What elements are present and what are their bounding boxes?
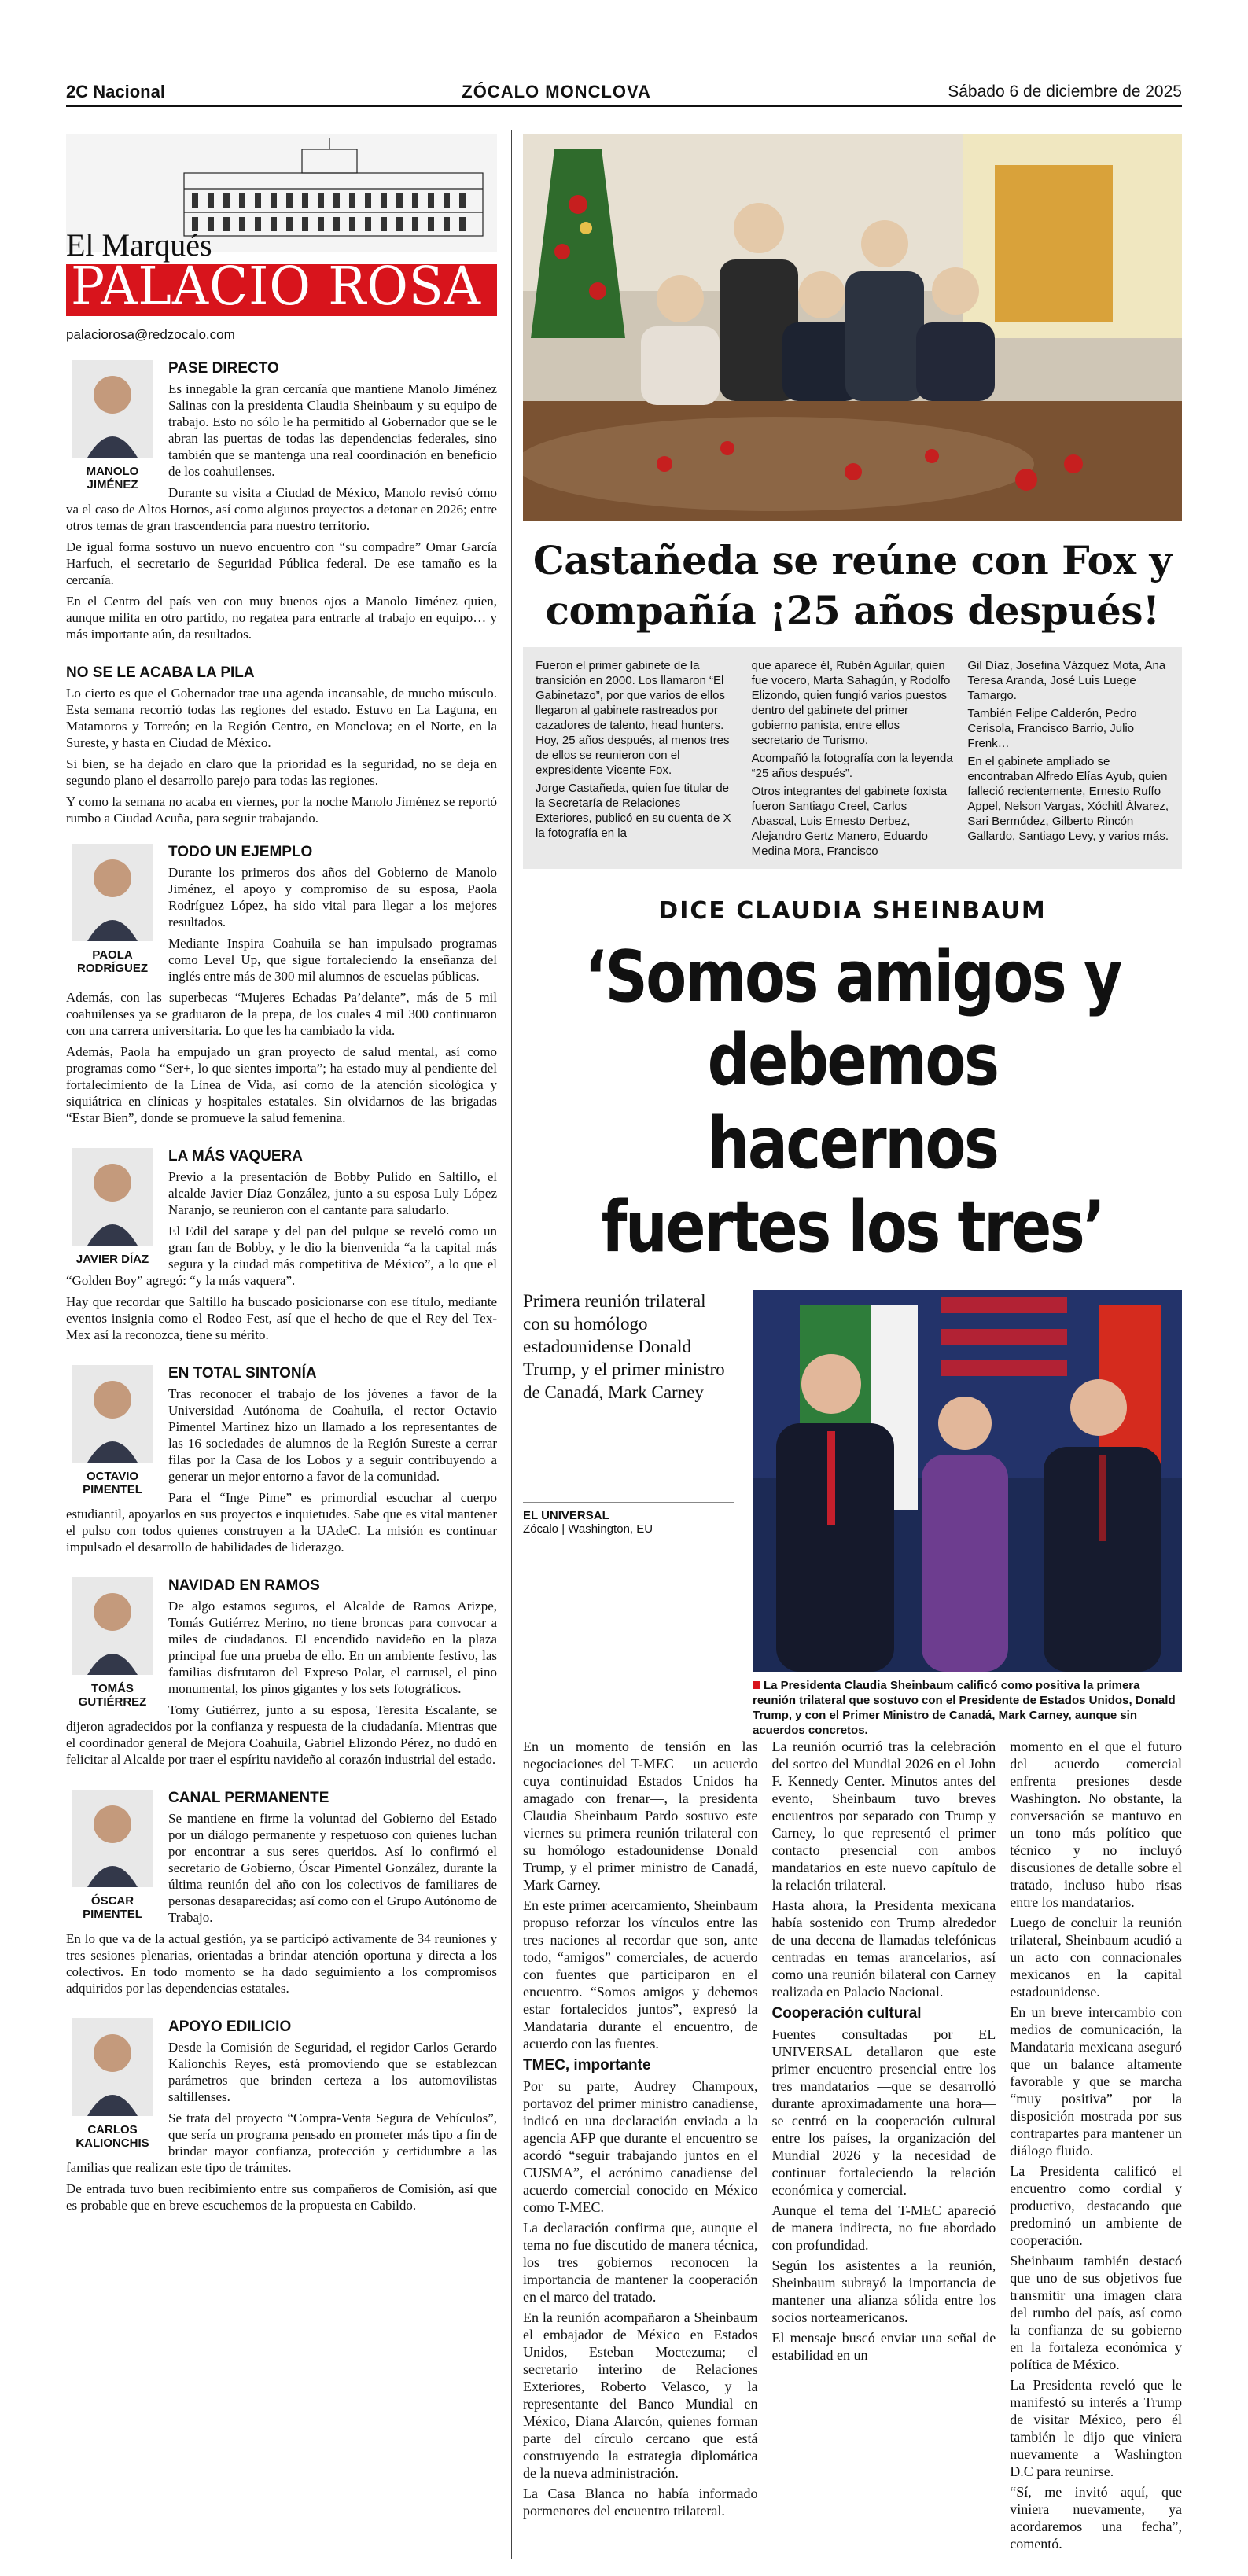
body-paragraph: En un momento de tensión en las negociaciones del T-MEC —un acuerdo cuya continuidad Estados Unidos ha amagado con frenar—, la presidenta Claudia Sheinbaum Pardo sostuvo este viernes su primera reunión trilateral con su homólogo estadounidense Donald Trump, y el primer ministro de Canadá, Mark Carney. (523, 1739, 758, 1893)
fox-paragraph: En el gabinete ampliado se encontraban Alfredo Elías Ayub, quien falleció recientemente, Ernesto Ruffo Appel, Nelson Vargas, Xóchitl Álvarez, Sari Bermúdez, Gilberto Rincón Gallardo, Santiago Levy, y varios más. (967, 755, 1169, 843)
body-paragraph: La Presidenta calificó el encuentro como cordial y productivo, destacando que predominó un ambiente de cooperación. (1010, 2163, 1182, 2248)
fox-paragraph: Acompañó la fotografía con la leyenda “25 años después”. (751, 752, 953, 780)
body-paragraph: momento en el que el futuro del acuerdo comercial enfrenta presiones desde Washington. No obstante, la conversación se mantuvo en un tono más político que técnico y no incluyó discusiones de detalle sobre el tratado, incluso hubo risas entre los mandatarios. (1010, 1739, 1182, 1910)
story-deck: Primera reunión trilateral con su homólogo estadounidense Donald Trump, y el primer ministro de Canadá, Mark Carney (523, 1291, 725, 1402)
byline-place: Zócalo | Washington, EU (523, 1522, 653, 1536)
column-section (66, 1790, 497, 2001)
section-paragraph: Se mantiene en firme la voluntad del Gobierno del Estado por un diálogo permanente y respetuoso con quienes luchan por encontrar a sus seres queridos. Así lo confirmó el secretario de Gobierno, Óscar Pimentel González, durante la última reunión del año con los colectivos de familiares de personas desaparecidas; así como con el Grupo Autónomo de Trabajo. (168, 1811, 497, 1925)
body-paragraph: En este primer acercamiento, Sheinbaum propuso reforzar los vínculos entre las tres naciones al recordar que son, ante todo, “amigos” comerciales, de acuerdo con fuentes que participaron en el encuentro. “Somos amigos y debemos estar fortalecidos juntos”, expresó la Mandataria durante el encuentro, de acuerdo con las fuentes. (523, 1897, 758, 2052)
fox-column-3 (967, 658, 1169, 858)
main-story-top (523, 1290, 1182, 1737)
section-title: NAVIDAD EN RAMOS (168, 1577, 320, 1594)
person-photo-block (66, 360, 159, 491)
story-byline (523, 1502, 734, 1536)
body-paragraph: En un breve intercambio con medios de comunicación, la Mandataria mexicana aseguró que un balance altamente favorable y que se marcha “muy positiva” por la disposición mostrada por sus contrapartes para mantener un diálogo fluido. (1010, 2004, 1182, 2158)
palacio-rosa-column (66, 134, 497, 2556)
body-paragraph: Por su parte, Audrey Champoux, portavoz del primer ministro canadiense, indicó en una declaración enviada a la agencia AFP que durante el encuentro se acordó “seguir trabajando juntos en el CUSMA”, el acrónimo canadiense del acuerdo comercial conocido en México como T-MEC. (523, 2078, 758, 2215)
person-photo (72, 844, 153, 941)
column-section (66, 360, 497, 647)
section-paragraph: Durante los primeros dos años del Gobierno de Manolo Jiménez, el apoyo y compromiso de su esposa, Paola Rodríguez López, ha sido vital para llegar a los mejores resultados. (168, 865, 497, 929)
body-paragraph: En la reunión acompañaron a Sheinbaum el embajador de México en Estados Unidos, Esteban Moctezuma; el secretario interino de Relaciones Exteriores, Roberto Velasco, y la representante del Banco Mundial en México, Diana Alarcón, quienes forman parte del círculo cercano que está construyendo la estrategia diplomática de la nueva administración. (523, 2309, 758, 2481)
caption-marker (753, 1681, 760, 1689)
section-paragraph: Se trata del proyecto “Compra-Venta Segura de Vehículos”, que sería un programa pensado en prometer más tipo a fin de brindar mayor confianza, protección y certidumbre a las familias que realizan este tipo de trámites. (66, 2110, 497, 2175)
fox-paragraph: que aparece él, Rubén Aguilar, quien fue vocero, Marta Sahagún, y Rodolfo Elizondo, quien fungió varios puestos dentro del gabinete del primer gobierno panista, entre ellos secretario de Turismo. (751, 659, 951, 747)
body-paragraph: La Casa Blanca no había informado pormenores del encuentro trilateral. (523, 2486, 758, 2519)
main-kicker: DICE CLAUDIA SHEINBAUM (658, 897, 1047, 925)
body-subhead: TMEC, importante (523, 2057, 651, 2074)
person-photo-block (66, 844, 159, 975)
section-title: EN TOTAL SINTONÍA (168, 1365, 317, 1382)
section-title: LA MÁS VAQUERA (168, 1148, 303, 1165)
issue-date: Sábado 6 de diciembre de 2025 (948, 83, 1182, 101)
section-paragraph: Y como la semana no acaba en viernes, por la noche Manolo Jiménez se reportó rumbo a Ciudad Acuña, para seguir trabajando. (66, 794, 497, 826)
section-paragraph: Lo cierto es que el Gobernador trae una agenda incansable, de mucho músculo. Esta semana recorrió todas las regiones del estado. Estuvo en La Laguna, en Matamoros y Torreón; en la Región Centro, en Monclova; en el Norte, en la Sureste, y hasta en Ciudad de México. (66, 686, 497, 750)
headline-line: fuertes los tres’ (601, 1186, 1104, 1268)
section-title: PASE DIRECTO (168, 360, 279, 377)
newspaper-name: ZÓCALO MONCLOVA (462, 82, 651, 101)
person-name: TOMÁS GUTIÉRREZ (78, 1682, 147, 1709)
section-paragraph: De igual forma sostuvo un nuevo encuentro con “su compadre” Omar García Harfuch, el secretario de Seguridad Pública federal. De ese tamaño es la cercanía. (66, 539, 497, 587)
person-photo-block (66, 1365, 159, 1496)
section-paragraph: De algo estamos seguros, el Alcalde de Ramos Arizpe, Tomás Gutiérrez Merino, no tiene broncas para convocar a miles de ciudadanos. El encendido navideño en la plaza principal fue una prueba de ello. En un ambiente festivo, las familias disfrutaron del Expreso Polar, el carrusel, el pino monumental, los pinos gigantes y los sets fotográficos. (168, 1599, 497, 1696)
fox-story-body (523, 647, 1182, 869)
fox-paragraph: Jorge Castañeda, quien fue titular de la Secretaría de Relaciones Exteriores, publicó en su cuenta de X la fotografía en la (536, 782, 731, 840)
section-paragraph: Para el “Inge Pime” es primordial escuchar al cuerpo estudiantil, apoyarlos en sus proyectos e inquietudes. Sabe que es vital mantener el pulso con todos quienes construyen a la UAdeC. La misión es continuar impulsado el desarrollo de habilidades de liderazgo. (66, 1490, 497, 1555)
section-paragraph: Hay que recordar que Saltillo ha buscado posicionarse con ese título, mediante eventos insignia como el Rodeo Fest, así que el hecho de que el Rey del Tex-Mex así la reconozca, tiene su mérito. (66, 1294, 497, 1342)
fox-paragraph: Fueron el primer gabinete de la transición en 2000. Los llamaron “El Gabinetazo”, por que varios de ellos llegaron al gabinete rastreados por cazadores de talento, head hunters. Hoy, 25 años después, al menos tres de ellos se reunieron con el expresidente Vicente Fox. (536, 659, 730, 777)
person-name: JAVIER DÍAZ (75, 1253, 149, 1266)
section-paragraph: El Edil del sarape y del pan del pulque se reveló como un gran fan de Bobby, y le dio la bienvenida “a la capital más segura y la ciudad más competitiva de México”, a lo que el “Golden Boy” agregó: “y la más vaquera”. (66, 1224, 497, 1288)
person-name: OCTAVIO PIMENTEL (83, 1470, 142, 1496)
body-subhead: Cooperación cultural (771, 2005, 922, 2022)
column-section (66, 664, 497, 826)
body-paragraph: “Sí, me invitó aquí, que viniera nuevamente, ya acordaremos una fecha”, comentó. (1010, 2484, 1182, 2552)
fox-headline: Castañeda se reúne con Fox y compañía ¡25 años después! (532, 537, 1173, 634)
person-photo-block (66, 1148, 159, 1266)
column-email: palaciorosa@redzocalo.com (66, 327, 235, 342)
body-paragraph: Hasta ahora, la Presidenta mexicana había sostenido con Trump alrededor de una decena de llamadas telefónicas centradas en temas arancelarios, así como una reunión bilateral con Carney realizada en Palacio Nacional. (771, 1897, 996, 2000)
person-photo (72, 360, 153, 458)
section-paragraph: Durante su visita a Ciudad de México, Manolo revisó cómo va el caso de Altos Hornos, así como algunos proyectos a detonar en 2026; entre otros temas de gran trascendencia para nuestro territorio. (66, 485, 497, 533)
fox-cabinet-photo (523, 134, 1182, 521)
body-column-2 (772, 1738, 996, 2556)
main-headline (576, 936, 1129, 1269)
fox-column-2 (752, 658, 954, 858)
column-section (66, 1148, 497, 1348)
person-photo (72, 1365, 153, 1463)
trilateral-photo (753, 1290, 1182, 1672)
person-photo (72, 1577, 153, 1675)
photo-caption (753, 1678, 1182, 1738)
fox-paragraph: También Felipe Calderón, Pedro Cerisola, Francisco Barrio, Julio Frenk… (967, 707, 1137, 750)
column-logo (66, 134, 497, 322)
column-divider (511, 130, 512, 2559)
column-section (66, 1365, 497, 1560)
column-sections (66, 360, 497, 2218)
section-paragraph: Tras reconocer el trabajo de los jóvenes a favor de la Universidad Autónoma de Coahuila, el rector Octavio Pimentel Martínez hizo un llamado a los representantes de las 16 sociedades de alumnos de la Región Sureste a cerrar filas por la Casa de los Lobos y a seguir contribuyendo a generar un mejor entorno a favor de la comunidad. (168, 1386, 497, 1484)
body-column-3 (1010, 1738, 1182, 2556)
right-column (523, 134, 1182, 1737)
person-name: MANOLO JIMÉNEZ (86, 465, 139, 491)
section-title: APOYO EDILICIO (168, 2018, 292, 2035)
section-paragraph: Además, Paola ha empujado un gran proyecto de salud mental, así como programas como “Ser+, lo que sientes importa”; ha estado muy al pendiente del fortalecimiento de la Línea de Vida, así como de la atención sicológica y siquiátrica en clínicas y hospitales estatales. Sin olvidarnos de las brigadas “Estar Bien”, donde se promueve la salud femenina. (66, 1044, 497, 1125)
body-column-1 (523, 1738, 758, 2556)
body-paragraph: Luego de concluir la reunión trilateral, Sheinbaum acudió a un acto con connacionales mexicanos en la capital estadounidense. (1010, 1915, 1182, 2000)
headline-line: debemos hacernos (707, 1019, 998, 1185)
masthead (66, 79, 1182, 107)
body-paragraph: Sheinbaum también destacó que uno de sus objetivos fue transmitir una imagen clara del rumbo del país, así como la confianza de su gobierno en la fortaleza económica y política de México. (1010, 2253, 1182, 2372)
section-paragraph: Tomy Gutiérrez, junto a su esposa, Teresita Escalante, se dijeron agradecidos por la confianza y respuesta de la ciudadanía. Mientras que el coordinador general de Mejora Coahuila, Gabriel Elizondo Pérez, no dudó en felicitar al Alcalde por traer el espíritu navideño al corazón industrial del estado. (66, 1702, 497, 1767)
person-name: CARLOS KALIONCHIS (75, 2123, 149, 2150)
column-brand: PALACIO ROSA (71, 256, 481, 318)
fox-column-1 (536, 658, 738, 858)
body-paragraph: Fuentes consultadas por EL UNIVERSAL detallaron que este primer encuentro presencial entre los tres mandatarios —que se desarrolló durante aproximadamente una hora— se centró en la cooperación cultural entre los países, la organización del Mundial 2026 y la necesidad de continuar fortaleciendo la relación económica y comercial. (771, 2026, 996, 2198)
body-paragraph: La declaración confirma que, aunque el tema no fue discutido de manera técnica, los tres gobiernos reconocen la importancia de mantener la cooperación en el marco del tratado. (523, 2220, 758, 2305)
person-photo-block (66, 1577, 159, 1709)
column-section (66, 2018, 497, 2218)
body-paragraph: La reunión ocurrió tras la celebración del sorteo del Mundial 2026 en el John F. Kennedy Center. Minutos antes del evento, Sheinbaum tuvo breves encuentros por separado con Trump y Carney, lo que representó el primer contacto presencial con ambos mandatarios en este nuevo capítulo de la relación trilateral. (771, 1739, 996, 1893)
section-paragraph: Mediante Inspira Coahuila se han impulsado programas como Level Up, que sigue fortaleciendo la enseñanza del inglés entre más de 300 mil alumnos de escuelas públicas. (168, 936, 497, 984)
body-paragraph: La Presidenta reveló que le manifestó su interés a Trump de visitar México, pero él también le dijo que viniera nuevamente a Washington D.C para reunirse. (1010, 2377, 1182, 2479)
column-section (66, 1577, 497, 1772)
person-name: ÓSCAR PIMENTEL (83, 1894, 142, 1921)
person-photo (72, 2018, 153, 2116)
column-section (66, 844, 497, 1131)
body-paragraph: Aunque el tema del T-MEC apareció de manera indirecta, no fue abordado con profundidad. (771, 2202, 996, 2253)
person-photo (72, 1148, 153, 1246)
main-story-body (523, 1738, 1182, 2556)
caption-text: La Presidenta Claudia Sheinbaum calificó como positiva la primera reunión trilateral que sostuvo con el Presidente de Estados Unidos, Donald Trump, y con el Primer Ministro de Canadá, Mark Carney, aunque sin acuerdos concretos. (753, 1679, 1176, 1737)
section-paragraph: Desde la Comisión de Seguridad, el regidor Carlos Gerardo Kalionchis Reyes, está promoviendo que se establezcan parámetros que brinden certeza a los automovilistas saltillenses. (168, 2040, 497, 2104)
section-paragraph: Previo a la presentación de Bobby Pulido en Saltillo, el alcalde Javier Díaz González, junto a su esposa Luly López Naranjo, se reunieron con el cantante para saludarlo. (168, 1169, 497, 1217)
section-title: NO SE LE ACABA LA PILA (66, 664, 255, 681)
section-title: CANAL PERMANENTE (168, 1790, 329, 1806)
section-label: 2C Nacional (66, 82, 165, 101)
person-photo-block (66, 1790, 159, 1921)
section-paragraph: Además, con las superbecas “Mujeres Echadas Pa’delante”, más de 5 mil coahuilenses ya se graduaron de la prepa, de los cuales 4 mil 300 continuaron con una carrera universitaria. Lo que les ha cambiado la vida. (66, 990, 497, 1038)
section-paragraph: Es innegable la gran cercanía que mantiene Manolo Jiménez Salinas con la presidenta Claudia Sheinbaum y su equipo de trabajo. Esto no sólo le ha permitido al Gobernador que se le abran las puertas de todas las dependencias federales, sino también que se mantenga una real coordinación en beneficio de los coahuilenses. (168, 381, 497, 479)
section-paragraph: En el Centro del país ven con muy buenos ojos a Manolo Jiménez quien, aunque milita en otro partido, no regatea para entrarle al trabajo en equipo… y más importante aún, da resultados. (66, 594, 497, 642)
byline-source: EL UNIVERSAL (523, 1509, 609, 1522)
fox-paragraph: Gil Díaz, Josefina Vázquez Mota, Ana Teresa Aranda, José Luis Luege Tamargo. (967, 659, 1166, 702)
body-paragraph: Según los asistentes a la reunión, Sheinbaum subrayó la importancia de mantener una alianza sólida entre los socios norteamericanos. (771, 2258, 996, 2325)
section-title: TODO UN EJEMPLO (168, 844, 313, 860)
fox-paragraph: Otros integrantes del gabinete foxista fueron Santiago Creel, Carlos Abascal, Luis Ernesto Derbez, Alejandro Gertz Manero, Eduardo Medina Mora, Francisco (751, 785, 948, 858)
body-paragraph: El mensaje buscó enviar una señal de estabilidad en un (771, 2330, 996, 2363)
headline-line: ‘Somos amigos y (584, 936, 1121, 1018)
section-paragraph: De entrada tuvo buen recibimiento entre sus compañeros de Comisión, así que es probable que en breve escuchemos de la propuesta en Cabildo. (66, 2181, 497, 2213)
column-brand-small: El Marqués (66, 227, 212, 263)
person-photo (72, 1790, 153, 1887)
person-name: PAOLA RODRÍGUEZ (77, 948, 148, 975)
person-photo-block (66, 2018, 159, 2150)
section-paragraph: En lo que va de la actual gestión, ya se participó activamente de 34 reuniones y tres sesiones plenarias, orientadas a brindar atención oportuna y directa a los colectivos. En todo momento se ha dado seguimiento a los compromisos adquiridos por las dependencias estatales. (66, 1931, 497, 1996)
section-paragraph: Si bien, se ha dejado en claro que la prioridad es la seguridad, no se deja en segundo plano el desarrollo parejo para todas las regiones. (66, 756, 497, 788)
